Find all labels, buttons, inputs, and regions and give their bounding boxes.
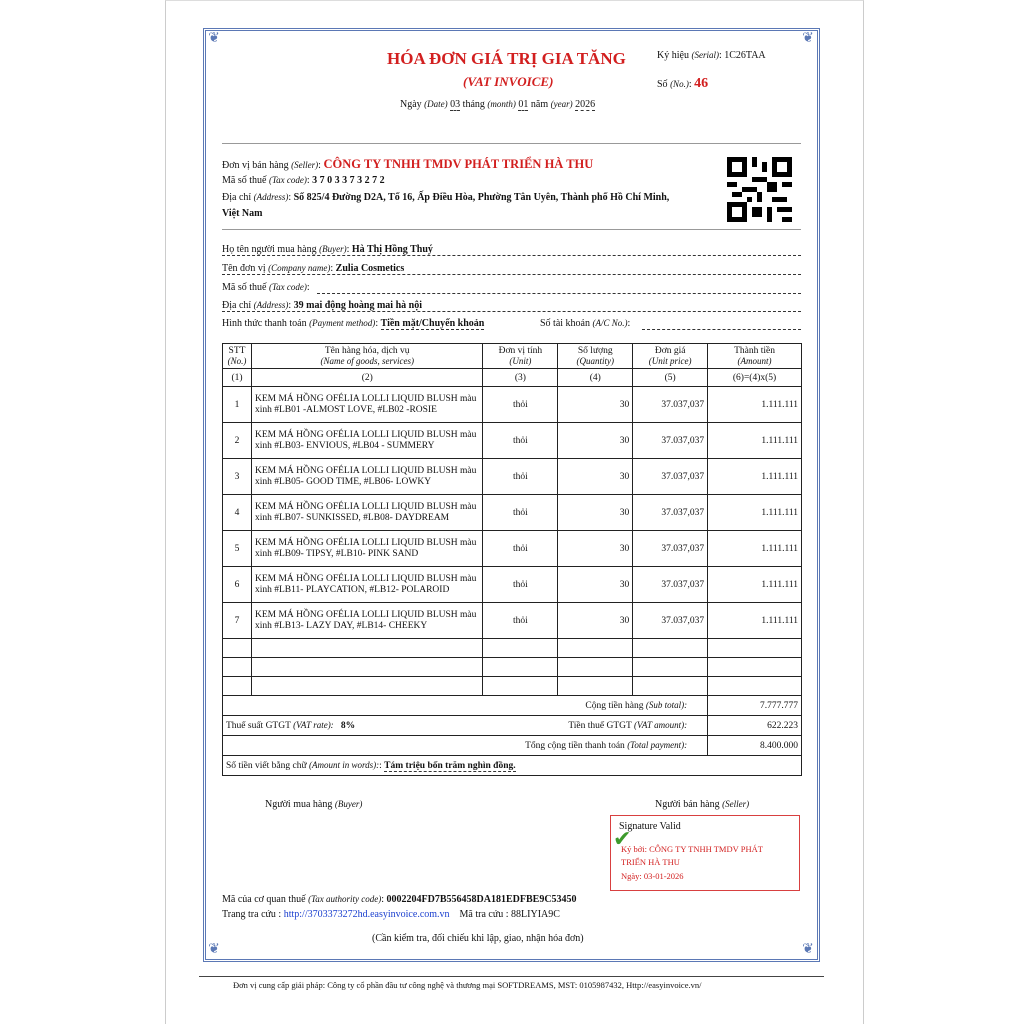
cell-price: 37.037,037	[633, 423, 708, 459]
digital-signature-box[interactable]	[610, 815, 800, 891]
divider	[222, 143, 801, 144]
cell-amount: 1.111.111	[708, 531, 802, 567]
table-row	[223, 387, 802, 423]
cell-amount: 1.111.111	[708, 423, 802, 459]
payment-method: Hình thức thanh toán (Payment method): Tiền mặt/Chuyển khoản Số tài khoản (A/C No.):	[222, 318, 801, 329]
cell-name: KEM MÁ HỒNG OFÉLIA LOLLI LIQUID BLUSH màu xinh #LB13- LAZY DAY, #LB14- CHEEKY	[251, 603, 482, 639]
qr-code-icon	[727, 157, 792, 222]
col-header: Đơn vị tính (Unit)	[483, 344, 558, 369]
cell-unit: thỏi	[483, 603, 558, 639]
table-row	[223, 531, 802, 567]
cell-unit: thỏi	[483, 423, 558, 459]
vat-row: Thuế suất GTGT (VAT rate): 8% Tiền thuế GTGT (VAT amount): 622.223	[223, 716, 802, 736]
cell-unit: thỏi	[483, 387, 558, 423]
cell-no: 7	[223, 603, 252, 639]
cell-amount: 1.111.111	[708, 387, 802, 423]
table-header	[223, 344, 802, 369]
footer-note: (Cần kiểm tra, đối chiếu khi lập, giao, nhận hóa đơn)	[372, 933, 584, 944]
signature-date: Ngày: 03-01-2026	[621, 871, 684, 881]
cell-no: 3	[223, 459, 252, 495]
seller-tax-code: Mã số thuế (Tax code): 3 7 0 3 3 7 3 2 7 2	[222, 175, 385, 186]
invoice-title: HÓA ĐƠN GIÁ TRỊ GIA TĂNG	[387, 49, 626, 68]
cell-price: 37.037,037	[633, 603, 708, 639]
cell-price: 37.037,037	[633, 495, 708, 531]
cell-no: 5	[223, 531, 252, 567]
cell-no: 4	[223, 495, 252, 531]
invoice-date: Ngày (Date) 03 tháng (month) 01 năm (year) 2026	[400, 99, 596, 110]
table-row	[223, 459, 802, 495]
cell-qty: 30	[558, 387, 633, 423]
table-row	[223, 495, 802, 531]
cell-name: KEM MÁ HỒNG OFÉLIA LOLLI LIQUID BLUSH màu xinh #LB03- ENVIOUS, #LB04 - SUMMERY	[251, 423, 482, 459]
account-number: Số tài khoản (A/C No.):	[540, 318, 631, 329]
seller-address: Địa chỉ (Address): Số 825/4 Đường D2A, Tổ 16, Ấp Điều Hòa, Phường Tân Uyên, Thành phố Hồ Chí Minh,	[222, 192, 670, 203]
signature-valid: Signature Valid	[619, 821, 681, 832]
cell-unit: thỏi	[483, 531, 558, 567]
cell-amount: 1.111.111	[708, 495, 802, 531]
table-row	[223, 423, 802, 459]
divider	[199, 976, 824, 977]
buyer-address: Địa chỉ (Address): 39 mai động hoàng mai hà nội	[222, 300, 801, 311]
buyer-signature-label: Người mua hàng (Buyer)	[265, 799, 363, 810]
cell-amount: 1.111.111	[708, 567, 802, 603]
cell-qty: 30	[558, 459, 633, 495]
cell-price: 37.037,037	[633, 459, 708, 495]
seller-address-line2: Việt Nam	[222, 208, 263, 219]
cell-amount: 1.111.111	[708, 459, 802, 495]
provider-info: Đơn vị cung cấp giải pháp: Công ty cổ phần đầu tư công nghệ và thương mại SOFTDREAMS, MST: 0105987432, Http://easyinvoice.vn/	[233, 980, 702, 990]
cell-amount: 1.111.111	[708, 603, 802, 639]
seller-signature-label: Người bán hàng (Seller)	[655, 799, 750, 810]
amount-in-words-row: Số tiền viết bằng chữ (Amount in words):: Tám triệu bốn trăm nghìn đồng.	[223, 756, 802, 776]
corner-ornament-icon: ❦	[802, 31, 814, 46]
check-icon: ✔	[613, 826, 632, 851]
corner-ornament-icon: ❦	[208, 31, 220, 46]
table-row	[223, 603, 802, 639]
items-table	[222, 343, 802, 776]
cell-qty: 30	[558, 603, 633, 639]
cell-no: 2	[223, 423, 252, 459]
invoice-subtitle: (VAT INVOICE)	[463, 74, 554, 89]
cell-qty: 30	[558, 495, 633, 531]
cell-price: 37.037,037	[633, 387, 708, 423]
cell-price: 37.037,037	[633, 531, 708, 567]
tax-authority-code: Mã của cơ quan thuế (Tax authority code): 0002204FD7B556458DA181EDFBE9C53450	[222, 894, 577, 905]
cell-price: 37.037,037	[633, 567, 708, 603]
cell-qty: 30	[558, 531, 633, 567]
cell-no: 1	[223, 387, 252, 423]
col-header: STT (No.)	[223, 344, 252, 369]
lookup-link[interactable]: http://3703373272hd.easyinvoice.com.vn	[283, 909, 450, 920]
column-numbers: (1) (2) (3) (4) (5) (6)=(4)x(5)	[223, 369, 802, 387]
divider	[222, 229, 801, 230]
buyer-name: Họ tên người mua hàng (Buyer): Hà Thị Hồng Thuý	[222, 244, 801, 255]
cell-name: KEM MÁ HỒNG OFÉLIA LOLLI LIQUID BLUSH màu xinh #LB07- SUNKISSED, #LB08- DAYDREAM	[251, 495, 482, 531]
corner-ornament-icon: ❦	[802, 942, 814, 957]
cell-unit: thỏi	[483, 567, 558, 603]
cell-unit: thỏi	[483, 459, 558, 495]
corner-ornament-icon: ❦	[208, 942, 220, 957]
buyer-company: Tên đơn vị (Company name): Zulia Cosmetics	[222, 263, 801, 274]
total-row: Tổng cộng tiền thanh toán (Total payment): 8.400.000	[223, 736, 802, 756]
cell-unit: thỏi	[483, 495, 558, 531]
col-header: Số lượng (Quantity)	[558, 344, 633, 369]
invoice-number: Số (No.): 46	[657, 76, 709, 91]
seller-name: Đơn vị bán hàng (Seller): CÔNG TY TNHH TMDV PHÁT TRIỂN HÀ THU	[222, 157, 594, 171]
col-header: Thành tiền (Amount)	[708, 344, 802, 369]
col-header: Đơn giá (Unit price)	[633, 344, 708, 369]
col-header: Tên hàng hóa, dịch vụ (Name of goods, services)	[251, 344, 482, 369]
signed-by: Ký bởi: CÔNG TY TNHH TMDV PHÁT	[621, 844, 763, 854]
subtotal-row: Cộng tiền hàng (Sub total): 7.777.777	[223, 696, 802, 716]
lookup: Trang tra cứu : http://3703373272hd.easyinvoice.com.vn Mã tra cứu : 88LIYIA9C	[222, 909, 560, 920]
cell-qty: 30	[558, 423, 633, 459]
cell-qty: 30	[558, 567, 633, 603]
cell-name: KEM MÁ HỒNG OFÉLIA LOLLI LIQUID BLUSH màu xinh #LB05- GOOD TIME, #LB06- LOWKY	[251, 459, 482, 495]
cell-no: 6	[223, 567, 252, 603]
cell-name: KEM MÁ HỒNG OFÉLIA LOLLI LIQUID BLUSH màu xinh #LB11- PLAYCATION, #LB12- POLAROID	[251, 567, 482, 603]
cell-name: KEM MÁ HỒNG OFÉLIA LOLLI LIQUID BLUSH màu xinh #LB09- TIPSY, #LB10- PINK SAND	[251, 531, 482, 567]
cell-name: KEM MÁ HỒNG OFÉLIA LOLLI LIQUID BLUSH màu xinh #LB01 -ALMOST LOVE, #LB02 -ROSIE	[251, 387, 482, 423]
buyer-tax-code: Mã số thuế (Tax code):	[222, 282, 801, 293]
serial: Ký hiệu (Serial): 1C26TAA	[657, 50, 766, 61]
signed-by-line2: TRIỂN HÀ THU	[621, 857, 680, 867]
table-row	[223, 567, 802, 603]
